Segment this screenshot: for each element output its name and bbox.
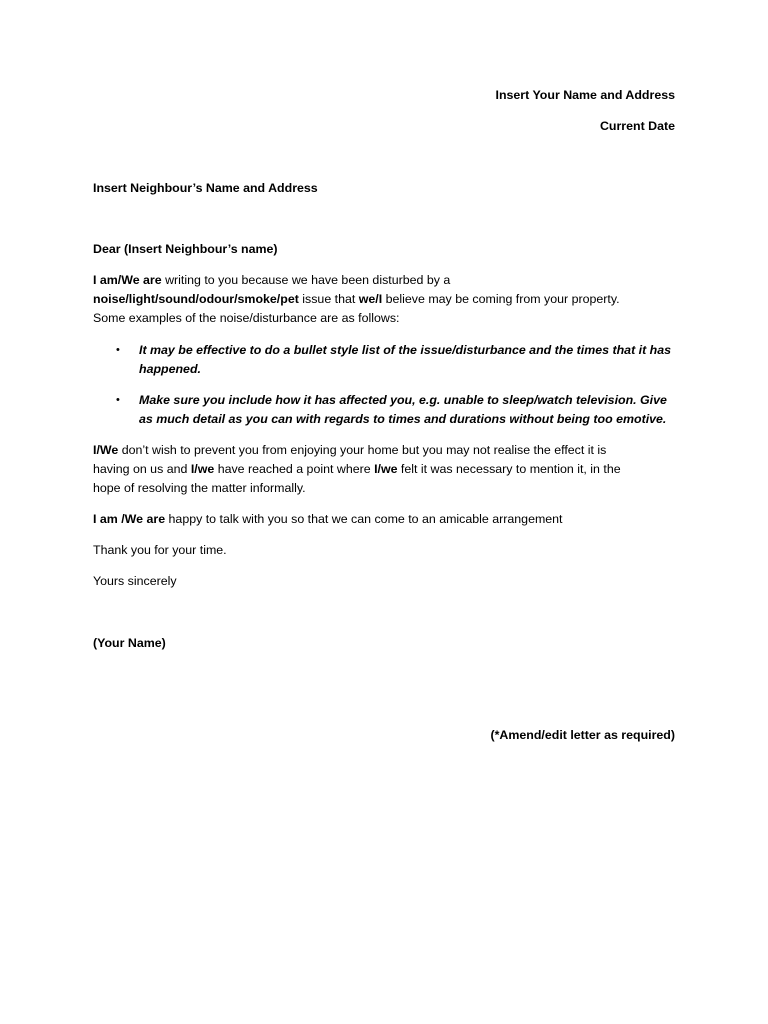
paragraph-1-line-3: Some examples of the noise/disturbance are as follows: [93, 311, 400, 325]
signature-name: (Your Name) [93, 636, 166, 650]
bold-phrase: I am/We are [93, 273, 162, 287]
text-run: believe may be coming from your property. [382, 292, 620, 306]
paragraph-2-line-1 [93, 441, 606, 460]
bullet-1-line-1: It may be effective to do a bullet style list of the issue/disturbance and the times that it has [139, 343, 672, 357]
bold-phrase: I/We [93, 443, 119, 457]
thanks-line: Thank you for your time. [93, 543, 227, 557]
bold-phrase: we/I [358, 292, 383, 306]
bold-phrase: I/we [374, 462, 398, 476]
bullet-marker: • [116, 394, 120, 406]
edit-note: (*Amend/edit letter as required) [490, 728, 675, 742]
recipient-name-address: Insert Neighbour’s Name and Address [93, 181, 318, 195]
salutation: Dear (Insert Neighbour’s name) [93, 242, 278, 256]
paragraph-3 [93, 510, 563, 529]
text-run: don’t wish to prevent you from enjoying your home but you may not realise the effect it is [118, 443, 607, 457]
text-run: writing to you because we have been disturbed by a [161, 273, 451, 287]
bullet-marker: • [116, 344, 120, 356]
bullet-2-line-2: as much detail as you can with regards to times and durations without being too emotive. [139, 412, 667, 426]
sender-name-address: Insert Your Name and Address [495, 88, 675, 102]
text-run: felt it was necessary to mention it, in the [397, 462, 621, 476]
paragraph-2-line-2 [93, 460, 621, 479]
bold-phrase: I/we [190, 462, 215, 476]
text-run: happy to talk with you so that we can come to an amicable arrangement [165, 512, 563, 526]
text-run: have reached a point where [214, 462, 375, 476]
closing-line: Yours sincerely [93, 574, 177, 588]
paragraph-1-line-2 [93, 290, 620, 309]
current-date: Current Date [599, 119, 675, 133]
text-run: issue that [298, 292, 359, 306]
bold-phrase: noise/light/sound/odour/smoke/pet [93, 292, 299, 306]
paragraph-1-line-1 [93, 271, 450, 290]
text-run: having on us and [93, 462, 191, 476]
bullet-1-line-2: happened. [139, 362, 201, 376]
bullet-2-line-1: Make sure you include how it has affected you, e.g. unable to sleep/watch television. Give [139, 393, 667, 407]
paragraph-2-line-3: hope of resolving the matter informally. [93, 481, 306, 495]
bold-phrase: I am /We are [93, 512, 166, 526]
